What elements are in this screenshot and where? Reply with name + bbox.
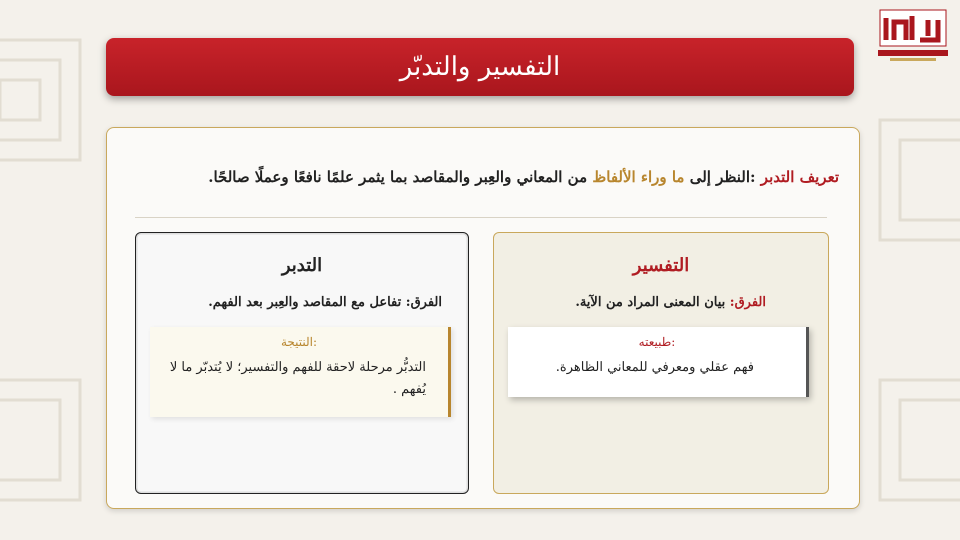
definition-part1: :النظر إلى	[689, 168, 756, 186]
tadabbur-diff-text: تفاعل مع المقاصد والعِبر بعد الفهم.	[208, 295, 402, 310]
tafsir-title: التفسير	[632, 255, 690, 276]
definition-part2: من المعاني والعِبر والمقاصد بما يثمر علمًا نافعًا وعملًا صالحًا.	[208, 168, 588, 186]
content-card	[106, 127, 860, 509]
logo-mark	[872, 6, 954, 66]
tafsir-diff-text: بيان المعنى المراد من الآية.	[575, 295, 726, 310]
tafsir-card	[493, 232, 829, 494]
divider	[135, 217, 827, 218]
tadabbur-result-label: النتيجة:	[280, 335, 318, 349]
tadabbur-result-box	[150, 327, 451, 417]
definition-highlight: ما وراء الألفاظ	[592, 168, 685, 186]
definition-text	[127, 168, 839, 186]
tafsir-nature-box	[508, 327, 809, 397]
definition-term: تعريف التدبر	[760, 168, 839, 186]
logo	[872, 6, 954, 66]
tafsir-difference	[575, 295, 766, 310]
title-banner	[106, 38, 854, 96]
tafsir-nature-label: طبيعته:	[638, 335, 676, 349]
tafsir-diff-label: الفرق:	[729, 295, 766, 310]
tadabbur-diff-label: الفرق:	[405, 295, 442, 310]
tadabbur-difference	[208, 295, 442, 310]
tadabbur-result-text: التدبُّر مرحلة لاحقة للفهم والتفسير؛ لا يُتدبّر ما لا يُفهم .	[169, 360, 426, 397]
page-title: التفسير والتدبّر	[399, 52, 561, 82]
tadabbur-card	[135, 232, 469, 494]
tadabbur-title: التدبر	[281, 255, 323, 276]
tafsir-nature-text: فهم عقلي ومعرفي للمعاني الظاهرة.	[555, 360, 754, 375]
